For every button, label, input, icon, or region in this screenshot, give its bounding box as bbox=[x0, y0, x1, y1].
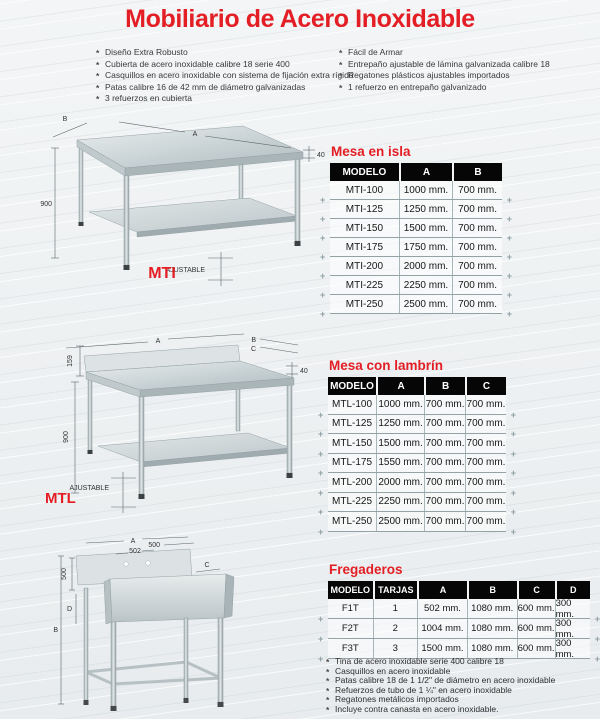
table-cell: 1000 mm. bbox=[376, 395, 424, 414]
table-cell: 700 mm. bbox=[465, 493, 506, 512]
features-list-left bbox=[95, 47, 354, 105]
dim-label-a: A bbox=[130, 538, 136, 545]
table-cell: 700 mm. bbox=[424, 395, 465, 414]
column-header: C bbox=[517, 581, 555, 599]
dim-label-thickness: 40 bbox=[317, 152, 325, 159]
column-header: MODELO bbox=[342, 166, 387, 178]
table-cell: 1004 mm. bbox=[417, 619, 467, 638]
dim-label-depth: 500 bbox=[61, 568, 68, 580]
features-list-right bbox=[338, 47, 550, 93]
table-row bbox=[328, 415, 506, 435]
table-cell: 700 mm. bbox=[452, 295, 502, 313]
column-header: B bbox=[452, 163, 502, 181]
table-cell: 2000 mm. bbox=[376, 473, 424, 492]
table-body bbox=[328, 599, 590, 659]
table-cell: + MTL-150 bbox=[332, 437, 373, 449]
table-cell: + MTI-125 bbox=[345, 203, 384, 215]
table-row bbox=[330, 276, 502, 295]
column-header: B bbox=[467, 581, 517, 599]
table-row bbox=[328, 473, 506, 493]
table-cell: 700 mm. bbox=[424, 415, 465, 434]
page-title: Mobiliario de Acero Inoxidable bbox=[125, 5, 475, 33]
mtl-spec-table bbox=[328, 377, 506, 532]
table-cell: + MTI-225 bbox=[345, 279, 384, 291]
table-cell: 2500 mm. bbox=[376, 512, 424, 531]
table-cell: 1500 mm. bbox=[376, 434, 424, 453]
table-cell: 1080 mm. bbox=[467, 599, 517, 618]
table-cell: 700 mm. bbox=[465, 395, 506, 414]
dim-label-d: D bbox=[66, 606, 72, 613]
dim-label-a: A bbox=[155, 338, 161, 345]
table-row bbox=[330, 238, 502, 257]
adjustable-label: AJUSTABLE bbox=[69, 485, 109, 492]
dim-label-b: B bbox=[251, 337, 256, 344]
table-row bbox=[328, 493, 506, 513]
section-mesa-con-lambrin bbox=[328, 358, 506, 532]
dim-label-splash: 159 bbox=[67, 355, 74, 367]
table-cell: + F3T bbox=[341, 643, 359, 654]
table-cell: 300 mm. bbox=[555, 639, 590, 658]
table-cell: 700 mm. bbox=[424, 454, 465, 473]
table-cell: 300 mm. bbox=[555, 599, 590, 618]
section-fregaderos bbox=[328, 562, 590, 659]
column-header: A bbox=[376, 377, 424, 395]
mti-structure bbox=[77, 126, 303, 270]
table-cell: 3 bbox=[373, 639, 418, 658]
table-cell: 2250 mm. bbox=[376, 493, 424, 512]
mti-spec-table bbox=[330, 163, 502, 314]
table-cell: 2 bbox=[373, 619, 418, 638]
bullet-item: * Patas calibre 16 de 42 mm de diámetro galvanizadas bbox=[95, 82, 354, 94]
table-row bbox=[330, 181, 502, 200]
adjustable-label: AJUSTABLE bbox=[165, 267, 205, 274]
bullet-item: * Regatones metálicos importados bbox=[325, 695, 555, 705]
column-header: A bbox=[417, 581, 467, 599]
table-cell: 1500 mm. bbox=[399, 219, 452, 237]
table-cell: 700 mm. bbox=[465, 473, 506, 492]
table-cell: 700 mm. bbox=[424, 512, 465, 531]
table-cell: + MTL-225 bbox=[332, 496, 373, 508]
table-cell: 700 mm. bbox=[465, 415, 506, 434]
table-row bbox=[330, 295, 502, 314]
table-cell: + MTI-100 bbox=[345, 184, 384, 196]
table-cell: 2000 mm. bbox=[399, 257, 452, 275]
table-cell: 700 mm. bbox=[424, 434, 465, 453]
table-cell: 600 mm. bbox=[517, 599, 555, 618]
bullet-item: * Patas calibre 18 de 1 1/2" de diámetro en acero inoxidable bbox=[325, 676, 555, 686]
table-cell: 1250 mm. bbox=[376, 415, 424, 434]
table-cell: + MTL-200 bbox=[332, 476, 373, 488]
table-row bbox=[328, 395, 506, 415]
table-cell: + MTL-100 bbox=[332, 398, 373, 410]
dim-label-b: B bbox=[62, 116, 68, 123]
column-header: A bbox=[399, 163, 452, 181]
sink-structure bbox=[76, 549, 234, 711]
column-header: C bbox=[465, 377, 506, 395]
table-cell: 300 mm. bbox=[555, 619, 590, 638]
footnotes-list bbox=[325, 657, 555, 714]
mtl-table-illustration bbox=[8, 330, 323, 530]
table-cell: 1750 mm. bbox=[399, 238, 452, 256]
table-cell: 700 mm. bbox=[452, 238, 502, 256]
table-cell: 1500 mm. bbox=[417, 639, 467, 658]
column-header: MODELO bbox=[330, 585, 371, 595]
table-cell: + MTL-125 bbox=[332, 418, 373, 430]
table-row bbox=[328, 512, 506, 532]
table-cell: 1080 mm. bbox=[467, 619, 517, 638]
table-body bbox=[328, 395, 506, 532]
table-row bbox=[330, 257, 502, 276]
table-cell: 700 mm. bbox=[465, 454, 506, 473]
bullet-item: * Regatones plásticos ajustables importados bbox=[338, 70, 550, 82]
table-cell: 700 mm. bbox=[452, 200, 502, 218]
table-cell: + F2T bbox=[341, 623, 359, 634]
table-cell: 1080 mm. bbox=[467, 639, 517, 658]
dim-label-c: C bbox=[204, 562, 210, 569]
table-cell: 502 mm. bbox=[417, 599, 467, 618]
table-cell: + MTL-250 bbox=[332, 515, 373, 527]
dim-label-height: 900 bbox=[40, 201, 52, 208]
table-body bbox=[330, 181, 502, 314]
table-row bbox=[328, 454, 506, 474]
bullet-item: * Tina de acero inoxidable serie 400 calibre 18 bbox=[325, 657, 555, 667]
table-cell: 600 mm. bbox=[517, 639, 555, 658]
section-mesa-en-isla bbox=[330, 144, 502, 314]
bullet-item: * Casquillos en acero inoxidable bbox=[325, 667, 555, 677]
table-cell: 700 mm. bbox=[452, 181, 502, 199]
bullet-item: * Incluye contra canasta en acero inoxidable. bbox=[325, 705, 555, 715]
table-cell: + MTI-150 bbox=[345, 222, 384, 234]
dim-label-a: A bbox=[192, 131, 198, 138]
table-cell: + MTI-175 bbox=[345, 241, 384, 253]
table-row bbox=[328, 619, 590, 639]
table-cell: 1550 mm. bbox=[376, 454, 424, 473]
dim-label-c: C bbox=[250, 346, 256, 353]
bullet-item: * Fácil de Armar bbox=[338, 47, 550, 59]
section-title: Mesa con lambrín bbox=[329, 358, 444, 373]
table-row bbox=[328, 599, 590, 619]
table-cell: + MTI-250 bbox=[345, 298, 384, 310]
bullet-item: * Casquillos en acero inoxidable con sistema de fijación extra rígido bbox=[95, 70, 354, 82]
table-row bbox=[330, 200, 502, 219]
fregaderos-spec-table bbox=[328, 581, 590, 659]
dim-label-height: 900 bbox=[63, 431, 70, 443]
bullet-item: * 1 refuerzo en entrepaño galvanizado bbox=[338, 82, 550, 94]
table-cell: 700 mm. bbox=[452, 257, 502, 275]
sink-illustration bbox=[48, 532, 318, 717]
table-cell: 700 mm. bbox=[452, 219, 502, 237]
mtl-structure bbox=[84, 345, 294, 499]
table-cell: 1250 mm. bbox=[399, 200, 452, 218]
section-title: Mesa en isla bbox=[331, 144, 411, 159]
table-cell: 2500 mm. bbox=[399, 295, 452, 313]
table-row bbox=[328, 434, 506, 454]
bullet-item: * Entrepaño ajustable de lámina galvanizada calibre 18 bbox=[338, 59, 550, 71]
dim-label-thickness: 40 bbox=[300, 368, 308, 375]
table-cell: 1000 mm. bbox=[399, 181, 452, 199]
table-cell: 700 mm. bbox=[465, 434, 506, 453]
table-cell: 700 mm. bbox=[424, 473, 465, 492]
bullet-item: * Diseño Extra Robusto bbox=[95, 47, 354, 59]
column-header: MODELO bbox=[330, 380, 374, 392]
mti-table-illustration bbox=[25, 106, 325, 306]
column-header: TARJAS bbox=[373, 581, 418, 599]
table-cell: 700 mm. bbox=[452, 276, 502, 294]
model-label-mti: MTI bbox=[148, 265, 176, 282]
table-cell: + MTI-200 bbox=[345, 260, 384, 272]
table-cell: + F1T bbox=[341, 603, 359, 614]
section-title: Fregaderos bbox=[329, 562, 403, 577]
bullet-item: * Refuerzos de tubo de 1 ¼" en acero inoxidable bbox=[325, 686, 555, 696]
dim-label-b: B bbox=[53, 627, 58, 634]
table-cell: 1 bbox=[373, 599, 418, 618]
table-cell: 700 mm. bbox=[424, 493, 465, 512]
bullet-item: * Cubierta de acero inoxidable calibre 18 serie 400 bbox=[95, 59, 354, 71]
table-cell: 2250 mm. bbox=[399, 276, 452, 294]
table-header-row bbox=[328, 581, 590, 599]
table-cell: 700 mm. bbox=[465, 512, 506, 531]
column-header: D bbox=[555, 581, 590, 599]
table-cell: + MTL-175 bbox=[332, 457, 373, 469]
model-label-mtl: MTL bbox=[45, 490, 76, 507]
table-row bbox=[330, 219, 502, 238]
table-cell: 600 mm. bbox=[517, 619, 555, 638]
table-header-row bbox=[330, 163, 502, 181]
bullet-item: * 3 refuerzos en cubierta bbox=[95, 93, 354, 105]
column-header: B bbox=[424, 377, 465, 395]
dim-label-drain: 502 bbox=[129, 548, 141, 555]
dim-label-topwidth: 500 bbox=[148, 542, 160, 549]
table-header-row bbox=[328, 377, 506, 395]
